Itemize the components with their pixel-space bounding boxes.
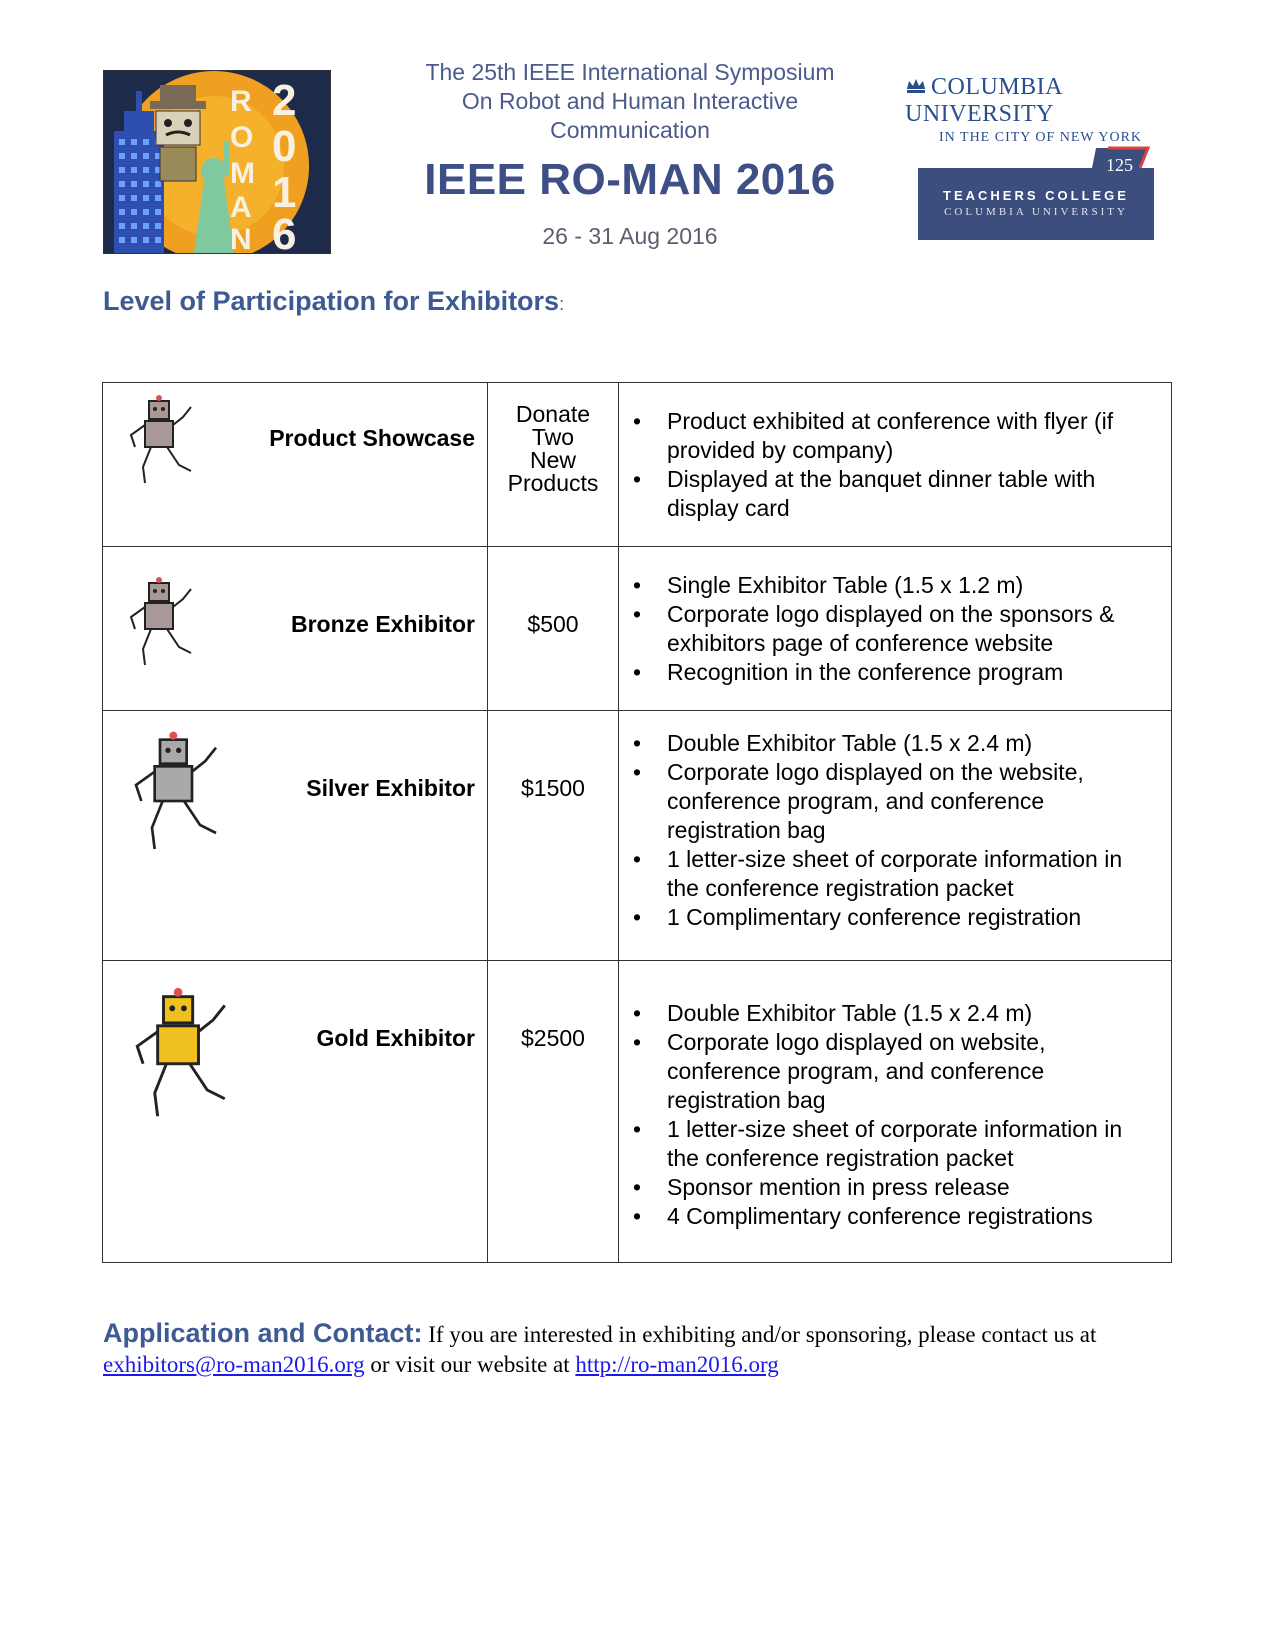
roman-logo-illustration — [104, 71, 330, 253]
logo-digit-1: 1 — [272, 168, 297, 217]
participation-levels-table — [102, 382, 1172, 1263]
benefits-list — [619, 729, 1171, 932]
tc-badge-text: 125 — [1106, 155, 1133, 175]
contact-paragraph — [103, 1318, 1103, 1380]
columbia-university-logo — [905, 74, 1175, 146]
price-cell — [488, 961, 619, 1263]
list-item: • 1 Complimentary conference registration — [633, 903, 1159, 932]
price: $1500 — [521, 775, 585, 801]
logo-letter-m: M — [230, 157, 255, 190]
benefits-cell — [619, 547, 1172, 711]
benefits-cell — [619, 961, 1172, 1263]
contact-lead: Application and Contact: — [103, 1318, 423, 1348]
roman-2016-logo — [103, 70, 331, 254]
conference-dates: 26 - 31 Aug 2016 — [542, 223, 718, 249]
robot-icon — [121, 985, 241, 1125]
list-item: • Recognition in the conference program — [633, 658, 1159, 687]
section-heading — [103, 286, 564, 317]
list-item: • Product exhibited at conference with flyer (if provided by company) — [633, 407, 1159, 465]
robot-icon — [121, 575, 201, 671]
subtitle-line-2: On Robot and Human Interactive — [461, 88, 799, 114]
list-item: • Corporate logo displayed on the sponsors & exhibitors page of conference website — [633, 600, 1159, 658]
table-row-product-showcase — [103, 383, 1172, 547]
contact-email-link[interactable]: exhibitors@ro-man2016.org — [103, 1352, 365, 1377]
level-name-cell — [103, 383, 488, 547]
level-name: Bronze Exhibitor — [290, 611, 475, 637]
price-line: Donate — [515, 401, 591, 427]
website-link[interactable]: http://ro-man2016.org — [575, 1352, 779, 1377]
conference-main-title: IEEE RO-MAN 2016 — [424, 155, 836, 204]
subtitle-line-1: The 25th IEEE International Symposium — [425, 59, 835, 85]
level-name: Gold Exhibitor — [316, 1025, 475, 1051]
benefits-list — [619, 571, 1171, 687]
logo-letter-a: A — [230, 191, 252, 224]
conference-title-block — [380, 58, 880, 250]
logo-letter-o: O — [230, 121, 254, 154]
list-item: • Corporate logo displayed on website, conference program, and conference registration bag — [633, 1028, 1159, 1115]
level-name-cell — [103, 547, 488, 711]
price-cell — [488, 547, 619, 711]
logo-digit-6: 6 — [272, 210, 297, 253]
price: $500 — [527, 611, 579, 637]
tc-name: TEACHERS COLLEGE — [943, 188, 1129, 203]
contact-text-2: or visit our website at — [370, 1352, 570, 1377]
list-item: • 1 letter-size sheet of corporate information in the conference registration packet — [633, 1115, 1159, 1173]
list-item: • 1 letter-size sheet of corporate information in the conference registration packet — [633, 845, 1159, 903]
table-row-bronze — [103, 547, 1172, 711]
section-heading-colon: : — [559, 294, 565, 314]
contact-text-1: If you are interested in exhibiting and/or sponsoring, please contact us at — [428, 1322, 1097, 1347]
benefits-cell — [619, 711, 1172, 961]
list-item: • Double Exhibitor Table (1.5 x 2.4 m) — [633, 999, 1159, 1028]
robot-icon — [121, 729, 231, 857]
tc-125-badge-icon — [1090, 144, 1152, 180]
level-name-cell — [103, 711, 488, 961]
section-heading-text: Level of Participation for Exhibitors — [103, 286, 560, 316]
level-name: Product Showcase — [269, 425, 475, 451]
benefits-list — [619, 407, 1171, 523]
subtitle-line-3: Communication — [550, 117, 710, 143]
robot-icon — [121, 393, 201, 489]
level-name: Silver Exhibitor — [306, 775, 475, 801]
price-cell — [488, 711, 619, 961]
price-line: New — [529, 447, 576, 473]
logo-letter-r: R — [230, 85, 252, 118]
price: $2500 — [521, 1025, 585, 1051]
price-line: Products — [507, 470, 599, 496]
table-row-silver — [103, 711, 1172, 961]
benefits-list — [619, 999, 1171, 1231]
list-item: • Double Exhibitor Table (1.5 x 2.4 m) — [633, 729, 1159, 758]
columbia-city: IN THE CITY OF NEW YORK — [939, 130, 1143, 145]
list-item: • Single Exhibitor Table (1.5 x 1.2 m) — [633, 571, 1159, 600]
logo-digit-2: 2 — [272, 76, 297, 125]
list-item: • Sponsor mention in press release — [633, 1173, 1159, 1202]
price-cell — [488, 383, 619, 547]
benefits-cell — [619, 383, 1172, 547]
price-line: Two — [531, 424, 575, 450]
list-item: • 4 Complimentary conference registrations — [633, 1202, 1159, 1231]
list-item: • Displayed at the banquet dinner table with display card — [633, 465, 1159, 523]
level-name-cell — [103, 961, 488, 1263]
list-item: • Corporate logo displayed on the website, conference program, and conference registration bag — [633, 758, 1159, 845]
columbia-name: COLUMBIA UNIVERSITY — [905, 74, 1062, 127]
crown-icon — [905, 77, 927, 95]
tc-university: COLUMBIA UNIVERSITY — [944, 206, 1128, 218]
table-row-gold — [103, 961, 1172, 1263]
logo-letter-n: N — [230, 223, 252, 253]
logo-digit-0: 0 — [272, 122, 297, 171]
